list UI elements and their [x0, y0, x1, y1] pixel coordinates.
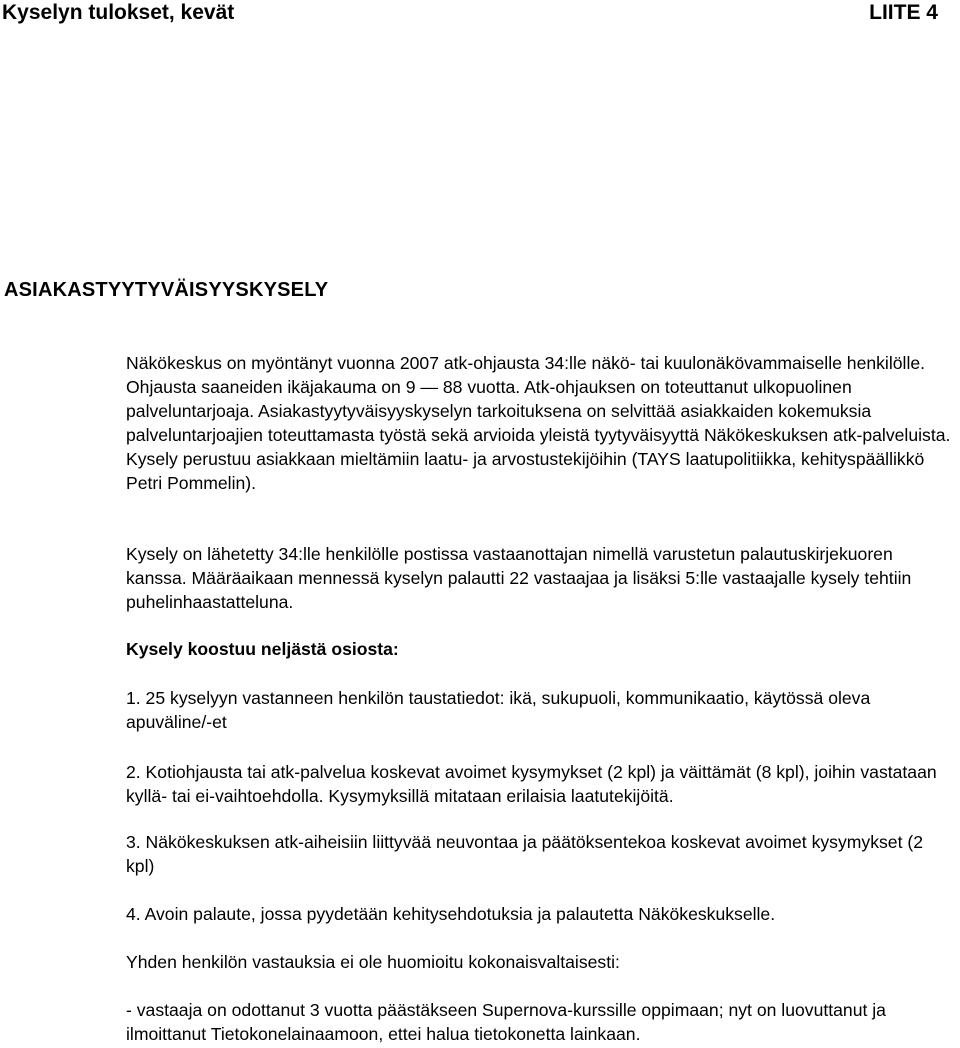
- page-header: [0, 0, 960, 28]
- method-paragraph: Kysely on lähetetty 34:lle henkilölle postissa vastaanottajan nimellä varustetun palautuskirjekuoren kanssa. Määräaikaan mennessä kyselyn palautti 22 vastaajaa ja lisäksi 5:lle vastaajalle kysely tehtiin puhelinhaastatteluna.: [126, 544, 912, 612]
- intro-paragraph: Näkökeskus on myöntänyt vuonna 2007 atk-ohjausta 34:lle näkö- tai kuulonäkövammaiselle henkilölle. Ohjausta saaneiden ikäjakauma on 9 — 88 vuotta. Atk-ohjauksen on toteuttanut ulkopuolinen palveluntarjoaja. Asiakastyytyväisyyskyselyn tarkoituksena on selvittää asiakkaiden kokemuksia palveluntarjoajien toteuttamasta työstä sekä arvioida yleistä tyytyväisyyttä Näkökeskuksen atk-palveluista. Kysely perustuu asiakkaan mieltämiin laatu- ja arvostustekijöihin (TAYS laatupolitiikka, kehityspäällikkö Petri Pommelin).: [126, 353, 951, 493]
- exclusion-detail: - vastaaja on odottanut 3 vuotta päästäkseen Supernova-kurssille oppimaan; nyt on luovuttanut ja ilmoittanut Tietokonelainaamoon, ettei halua tietokonetta lainkaan.: [126, 1000, 886, 1044]
- appendix-label: LIITE 4: [869, 1, 938, 24]
- list-item: 1. 25 kyselyyn vastanneen henkilön taustatiedot: ikä, sukupuoli, kommunikaatio, käytössä oleva apuväline/-et: [126, 688, 871, 732]
- list-item: 4. Avoin palaute, jossa pyydetään kehitysehdotuksia ja palautetta Näkökeskukselle.: [126, 904, 776, 924]
- header-title: Kyselyn tulokset, kevät: [2, 1, 235, 24]
- section-heading: Kysely koostuu neljästä osiosta:: [126, 639, 399, 659]
- document-title: ASIAKASTYYTYVÄISYYSKYSELY: [4, 279, 329, 301]
- list-item: 3. Näkökeskuksen atk-aiheisiin liittyvää neuvontaa ja päätöksentekoa koskevat avoimet kysymykset (2 kpl): [126, 832, 924, 876]
- exclusion-note: Yhden henkilön vastauksia ei ole huomioitu kokonaisvaltaisesti:: [126, 952, 620, 972]
- list-item: 2. Kotiohjausta tai atk-palvelua koskevat avoimet kysymykset (2 kpl) ja väittämät (8 kpl), joihin vastataan kyllä- tai ei-vaihtoehdolla. Kysymyksillä mitataan erilaisia laatutekijöitä.: [126, 762, 937, 806]
